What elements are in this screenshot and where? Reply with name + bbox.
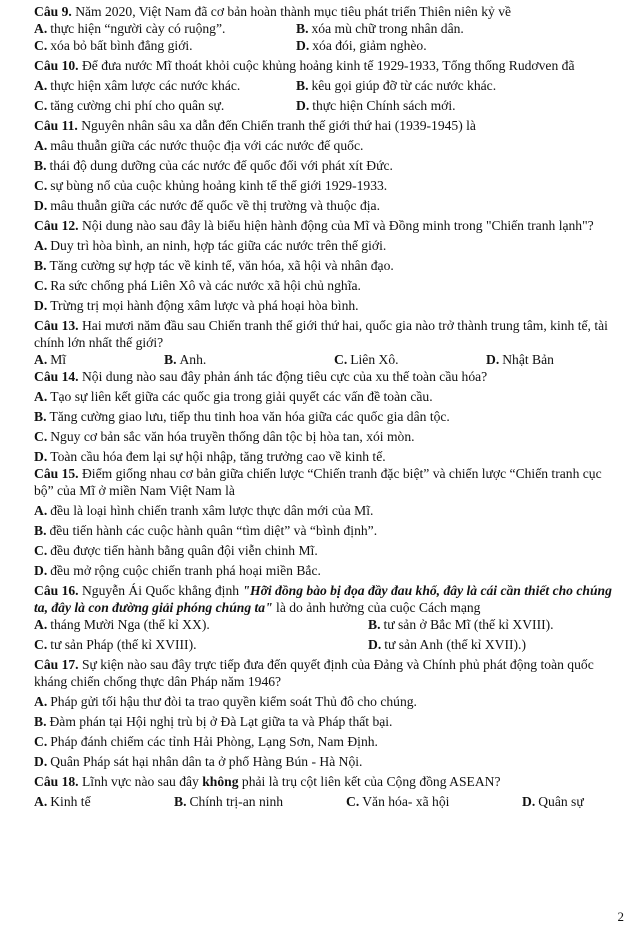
question-stem — [34, 217, 614, 234]
question-stem — [34, 117, 614, 134]
option-c: C. tăng cường chi phí cho quân sự. — [34, 98, 225, 113]
option-c: C. Pháp đánh chiếm các tỉnh Hải Phòng, Lạng Sơn, Nam Định. — [34, 734, 378, 749]
question-text: Nội dung nào sau đây là biểu hiện hành động của Mĩ và Đồng minh trong "Chiến tranh lạnh"? — [81, 218, 594, 233]
page-number: 2 — [617, 909, 624, 924]
option-a: A. Kinh tế — [34, 794, 91, 809]
option-a: A. tháng Mười Nga (thế kỉ XX). — [34, 617, 210, 632]
question-11 — [34, 117, 614, 214]
keyword-not: không — [202, 774, 239, 789]
option-b: B. tư sản ở Bắc Mĩ (thế kỉ XVIII). — [368, 617, 554, 632]
option-b: B. Tăng cường giao lưu, tiếp thu tinh hoa văn hóa giữa các quốc gia dân tộc. — [34, 409, 450, 424]
question-stem — [34, 57, 614, 74]
option-a: A. mâu thuẫn giữa các nước thuộc địa với các nước đế quốc. — [34, 138, 364, 153]
question-12 — [34, 217, 614, 314]
option-c: C. đều được tiến hành bằng quân đội viễn chinh Mĩ. — [34, 543, 318, 558]
option-d: D. thực hiện Chính sách mới. — [296, 98, 456, 113]
option-a: A. đều là loại hình chiến tranh xâm lược thực dân mới của Mĩ. — [34, 503, 374, 518]
option-d: D. Nhật Bản — [486, 352, 554, 367]
option-b: B. Anh. — [164, 352, 207, 367]
question-stem — [34, 317, 614, 351]
option-b: B. Đàm phán tại Hội nghị trù bị ở Đà Lạt giữa ta và Pháp thất bại. — [34, 714, 393, 729]
question-number: Câu 9. — [34, 4, 72, 19]
option-a: A. Mĩ — [34, 352, 67, 367]
option-a: A. thực hiện “người cày có ruộng”. — [34, 21, 226, 36]
question-text: Nguyên nhân sâu xa dẫn đến Chiến tranh thế giới thứ hai (1939-1945) là — [81, 118, 476, 133]
option-d: D. Trừng trị mọi hành động xâm lược và phá hoại hòa bình. — [34, 298, 359, 313]
option-a: A. Pháp gửi tối hậu thư đòi ta trao quyền kiểm soát Thủ đô cho chúng. — [34, 694, 417, 709]
question-number: Câu 12. — [34, 218, 79, 233]
question-number: Câu 16. — [34, 583, 79, 598]
question-stem — [34, 465, 614, 499]
option-c: C. Liên Xô. — [334, 352, 399, 367]
option-b: B. Chính trị-an ninh — [174, 794, 284, 809]
exam-page — [34, 3, 614, 810]
question-text: Để đưa nước Mĩ thoát khỏi cuộc khủng hoảng kinh tế 1929-1933, Tổng thống Rudơven đã — [81, 58, 575, 73]
quote-text: "Hỡi đồng bào bị đọa đầy đau khổ, đây là cái cần thiết cho chúng ta, đây là con đường giải phóng chúng ta" — [34, 583, 612, 615]
option-b: B. xóa mù chữ trong nhân dân. — [296, 21, 464, 36]
option-b: B. kêu gọi giúp đỡ từ các nước khác. — [296, 78, 497, 93]
question-number: Câu 13. — [34, 318, 79, 333]
question-stem — [34, 656, 614, 690]
question-13 — [34, 317, 614, 368]
question-16 — [34, 582, 614, 653]
question-number: Câu 15. — [34, 466, 79, 481]
question-number: Câu 14. — [34, 369, 79, 384]
option-c: C. tư sản Pháp (thế kỉ XVIII). — [34, 637, 197, 652]
option-c: C. Văn hóa- xã hội — [346, 794, 450, 809]
question-text: Năm 2020, Việt Nam đã cơ bản hoàn thành mục tiêu phát triển Thiên niên kỷ về — [75, 4, 512, 19]
question-stem: Câu 18. Lĩnh vực nào sau đây không phải là trụ cột liên kết của Cộng đồng ASEAN? — [34, 774, 501, 789]
question-10 — [34, 57, 614, 114]
option-d: D. mâu thuẫn giữa các nước đế quốc về thị trường và thuộc địa. — [34, 198, 380, 213]
question-17 — [34, 656, 614, 770]
option-d: D. xóa đói, giảm nghèo. — [296, 38, 427, 53]
question-stem — [34, 3, 614, 20]
question-number: Câu 17. — [34, 657, 79, 672]
option-c: C. xóa bỏ bất bình đẳng giới. — [34, 38, 193, 53]
option-c: C. Ra sức chống phá Liên Xô và các nước xã hội chủ nghĩa. — [34, 278, 361, 293]
question-15 — [34, 465, 614, 579]
option-a: A. Tạo sự liên kết giữa các quốc gia trong giải quyết các vấn đề toàn cầu. — [34, 389, 433, 404]
question-text: Nội dung nào sau đây phản ánh tác động tiêu cực của xu thế toàn cầu hóa? — [81, 369, 488, 384]
question-14 — [34, 368, 614, 465]
question-stem: Câu 16. Nguyễn Ái Quốc khẳng định "Hỡi đồng bào bị đọa đầy đau khổ, đây là cái cần thiết cho chúng ta, đây là con đường giải phóng chúng ta" là do ảnh hưởng của cuộc Cách mạng — [34, 583, 612, 615]
question-number: Câu 18. — [34, 774, 79, 789]
option-d: D. đều mở rộng cuộc chiến tranh phá hoại miền Bắc. — [34, 563, 321, 578]
option-d: D. Quân sự — [522, 794, 584, 809]
option-a: A. Duy trì hòa bình, an ninh, hợp tác giữa các nước trên thế giới. — [34, 238, 387, 253]
question-18 — [34, 773, 614, 810]
option-b: B. thái độ dung dưỡng của các nước đế quốc đối với phát xít Đức. — [34, 158, 393, 173]
option-c: C. Nguy cơ bản sắc văn hóa truyền thống dân tộc bị hòa tan, xói mòn. — [34, 429, 415, 444]
question-9 — [34, 3, 614, 54]
question-text: Hai mươi năm đầu sau Chiến tranh thế giới thứ hai, quốc gia nào trở thành trung tâm, kinh tế, tài chính lớn nhất thế giới? — [34, 318, 608, 350]
option-a: A. thực hiện xâm lược các nước khác. — [34, 78, 241, 93]
question-text: Điểm giống nhau cơ bản giữa chiến lược “Chiến tranh đặc biệt” và chiến lược “Chiến tranh cục bộ” của Mĩ ở miền Nam Việt Nam là — [34, 466, 602, 498]
question-number: Câu 10. — [34, 58, 79, 73]
option-d: D. Quân Pháp sát hại nhân dân ta ở phố Hàng Bún - Hà Nội. — [34, 754, 363, 769]
option-b: B. đều tiến hành các cuộc hành quân “tìm diệt” và “bình định”. — [34, 523, 378, 538]
option-b: B. Tăng cường sự hợp tác về kinh tế, văn hóa, xã hội và nhân đạo. — [34, 258, 394, 273]
question-text: Sự kiện nào sau đây trực tiếp đưa đến quyết định của Đảng và Chính phủ phát động toàn quốc kháng chiến chống thực dân Pháp năm 1946? — [34, 657, 594, 689]
option-d: D. tư sản Anh (thế kỉ XVII).) — [368, 637, 526, 652]
option-d: D. Toàn cầu hóa đem lại sự hội nhập, tăng trưởng cao về kinh tế. — [34, 449, 386, 464]
question-stem — [34, 368, 614, 385]
question-number: Câu 11. — [34, 118, 78, 133]
option-c: C. sự bùng nổ của cuộc khủng hoảng kinh tế thế giới 1929-1933. — [34, 178, 388, 193]
